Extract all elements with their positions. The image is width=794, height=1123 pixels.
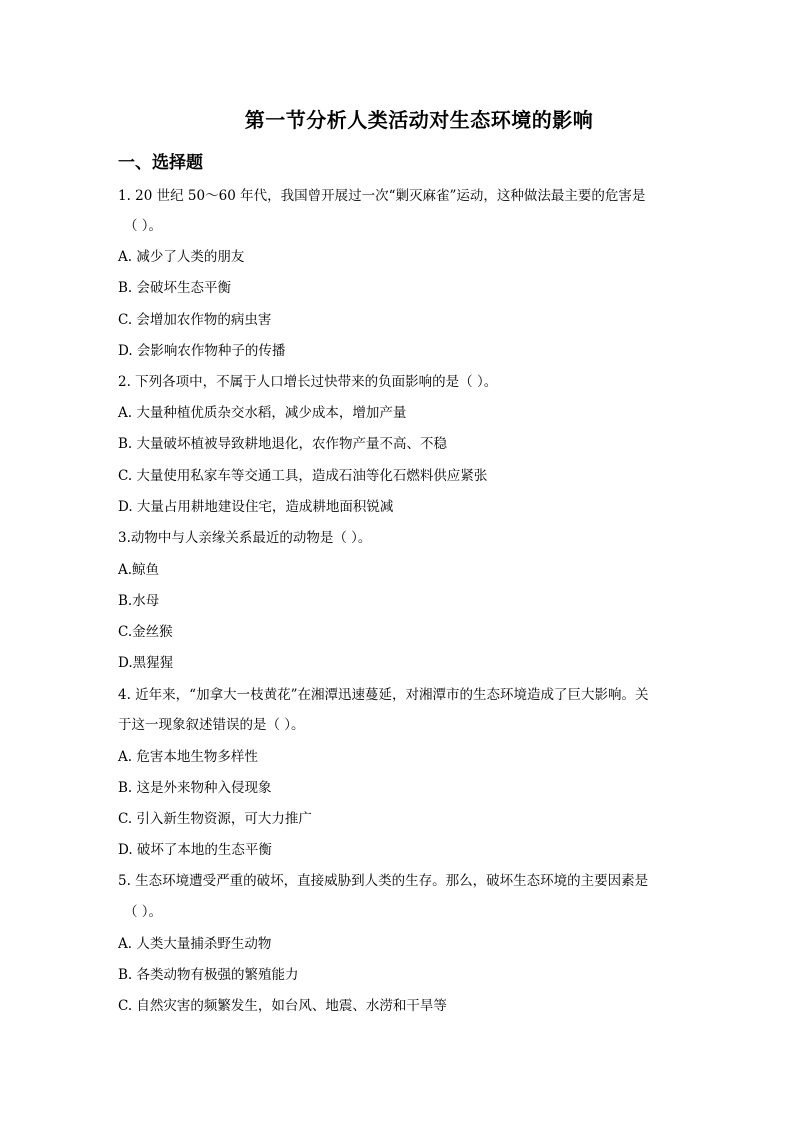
- question-2-option-a: A. 大量种植优质杂交水稻，减少成本，增加产量: [118, 405, 407, 421]
- question-4-option-d: D. 破坏了本地的生态平衡: [118, 842, 272, 858]
- question-3-option-d: D.黑猩猩: [118, 655, 174, 671]
- question-1-option-d: D. 会影响农作物种子的传播: [118, 343, 286, 359]
- question-5-option-a: A. 人类大量捕杀野生动物: [118, 936, 272, 952]
- question-2-option-d: D. 大量占用耕地建设住宅，造成耕地面积锐减: [118, 499, 394, 515]
- question-3-option-a: A.鲸鱼: [118, 562, 160, 578]
- question-1-option-a: A. 减少了人类的朋友: [118, 249, 245, 265]
- section-heading: 一、选择题: [118, 153, 203, 173]
- question-1-stem: 1. 20 世纪 50～60 年代，我国曾开展过一次“剿灭麻雀”运动，这种做法最主要的危害是: [118, 188, 646, 204]
- question-3-option-c: C.金丝猴: [118, 624, 173, 640]
- question-2-option-c: C. 大量使用私家车等交通工具，造成石油等化石燃料供应紧张: [118, 468, 488, 484]
- question-1-option-b: B. 会破坏生态平衡: [118, 280, 232, 296]
- question-3-stem: 3.动物中与人亲缘关系最近的动物是（ ）。: [118, 530, 372, 546]
- question-1-option-c: C. 会增加农作物的病虫害: [118, 312, 272, 328]
- question-4-option-b: B. 这是外来物种入侵现象: [118, 780, 272, 796]
- page-title: 第一节分析人类活动对生态环境的影响: [244, 108, 594, 132]
- question-5-stem: 5. 生态环境遭受严重的破坏，直接威胁到人类的生存。那么，破坏生态环境的主要因素是: [118, 873, 649, 889]
- question-5-option-b: B. 各类动物有极强的繁殖能力: [118, 967, 299, 983]
- question-4-stem: 4. 近年来，“加拿大一枝黄花”在湘潭迅速蔓延，对湘潭市的生态环境造成了巨大影响。关: [118, 687, 649, 703]
- question-4-option-a: A. 危害本地生物多样性: [118, 749, 258, 765]
- question-5-stem-continued: （ ）。: [124, 904, 163, 920]
- question-5-option-c: C. 自然灾害的频繁发生，如台风、地震、水涝和干旱等: [118, 998, 447, 1014]
- question-2-stem: 2. 下列各项中，不属于人口增长过快带来的负面影响的是（ ）。: [118, 374, 498, 390]
- question-2-option-b: B. 大量破坏植被导致耕地退化，农作物产量不高、不稳: [118, 436, 448, 452]
- question-1-stem-continued: （ ）。: [124, 218, 163, 234]
- question-4-option-c: C. 引入新生物资源，可大力推广: [118, 811, 312, 827]
- question-3-option-b: B.水母: [118, 593, 160, 609]
- question-4-stem-continued: 于这一现象叙述错误的是（ ）。: [118, 717, 305, 733]
